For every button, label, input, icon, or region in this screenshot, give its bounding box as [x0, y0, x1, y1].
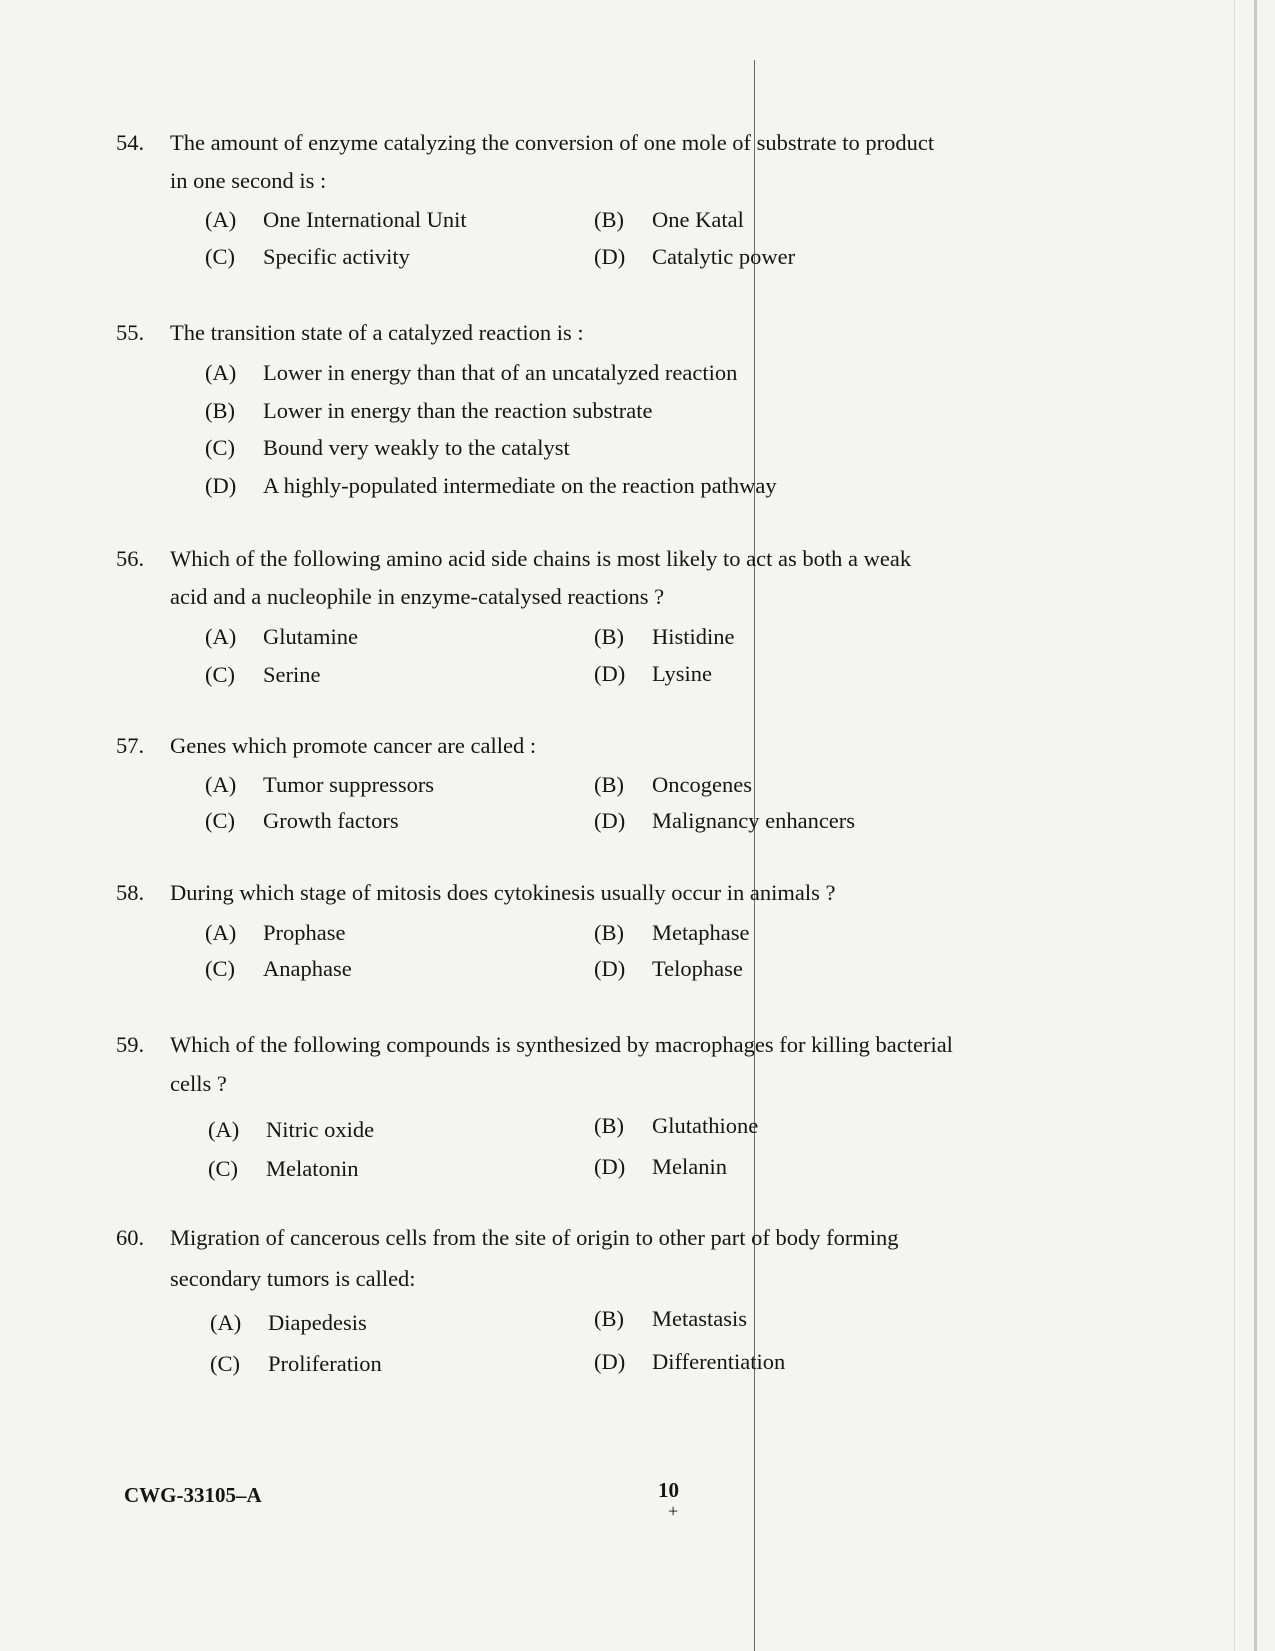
option-56-d — [594, 661, 712, 687]
option-label: (A) — [205, 920, 237, 945]
option-label: (A) — [205, 207, 237, 232]
question-text: secondary tumors is called: — [170, 1266, 416, 1291]
option-label: (D) — [205, 473, 237, 498]
question-text: Genes which promote cancer are called : — [170, 733, 537, 758]
option-label: (C) — [210, 1351, 240, 1376]
option-59-a — [208, 1117, 374, 1143]
option-text: Specific activity — [263, 244, 410, 269]
option-text: A highly-populated intermediate on the reaction pathway — [263, 473, 777, 498]
option-label: (D) — [594, 1349, 626, 1374]
option-56-a — [205, 624, 358, 650]
option-58-a — [205, 920, 346, 946]
option-57-c — [205, 808, 399, 834]
option-54-d — [594, 244, 795, 270]
option-text: Metastasis — [652, 1306, 747, 1331]
option-label: (B) — [594, 772, 624, 797]
option-text: Lower in energy than the reaction substrate — [263, 398, 653, 423]
option-56-c — [205, 662, 320, 688]
option-54-c — [205, 244, 410, 270]
option-text: Tumor suppressors — [263, 772, 435, 797]
option-label: (A) — [205, 624, 237, 649]
option-text: Catalytic power — [652, 244, 796, 269]
plus-mark: + — [668, 1501, 679, 1521]
option-text: Serine — [263, 662, 321, 687]
question-text: cells ? — [170, 1071, 227, 1096]
option-label: (D) — [594, 956, 626, 981]
question-text: Which of the following compounds is synthesized by macrophages for killing bacterial — [170, 1032, 953, 1057]
option-text: Glutamine — [263, 624, 358, 649]
question-text: During which stage of mitosis does cytokinesis usually occur in animals ? — [170, 880, 836, 905]
question-number: 54. — [116, 130, 145, 155]
option-text: One International Unit — [263, 207, 467, 232]
option-55-b — [205, 398, 652, 424]
question-text: Which of the following amino acid side chains is most likely to act as both a weak — [170, 546, 912, 571]
option-text: Oncogenes — [652, 772, 752, 797]
question-number: 60. — [116, 1225, 145, 1250]
option-label: (C) — [205, 435, 235, 460]
option-55-d — [205, 473, 777, 499]
page-fold-line — [754, 60, 755, 1651]
option-text: Bound very weakly to the catalyst — [263, 435, 570, 460]
option-label: (A) — [205, 360, 237, 385]
option-59-b — [594, 1113, 758, 1139]
option-60-a — [210, 1310, 367, 1336]
option-60-d — [594, 1349, 785, 1375]
option-label: (C) — [205, 808, 235, 833]
question-text: The transition state of a catalyzed reaction is : — [170, 320, 584, 345]
page-number: 10 — [658, 1478, 679, 1502]
option-57-a — [205, 772, 434, 798]
option-55-c — [205, 435, 570, 461]
option-label: (D) — [594, 808, 626, 833]
option-label: (D) — [594, 244, 626, 269]
option-text: Telophase — [652, 956, 743, 981]
option-58-b — [594, 920, 749, 946]
option-59-c — [208, 1156, 358, 1182]
option-text: Differentiation — [652, 1349, 786, 1374]
option-text: Lower in energy than that of an uncatalyzed reaction — [263, 360, 738, 385]
option-label: (B) — [594, 624, 624, 649]
question-number: 56. — [116, 546, 145, 571]
option-57-b — [594, 772, 752, 798]
option-58-c — [205, 956, 352, 982]
option-text: Nitric oxide — [266, 1117, 375, 1142]
option-text: Melatonin — [266, 1156, 359, 1181]
question-number: 58. — [116, 880, 145, 905]
question-text: acid and a nucleophile in enzyme-catalysed reactions ? — [170, 584, 665, 609]
option-59-d — [594, 1154, 727, 1180]
option-label: (A) — [210, 1310, 242, 1335]
option-text: Metaphase — [652, 920, 750, 945]
question-text: in one second is : — [170, 168, 327, 193]
option-text: Diapedesis — [268, 1310, 367, 1335]
option-58-d — [594, 956, 743, 982]
option-57-d — [594, 808, 855, 834]
option-60-b — [594, 1306, 747, 1332]
option-label: (D) — [594, 661, 626, 686]
option-label: (B) — [594, 1113, 624, 1138]
page-edge — [1254, 0, 1257, 1651]
option-text: One Katal — [652, 207, 744, 232]
option-60-c — [210, 1351, 382, 1377]
question-text: Migration of cancerous cells from the site of origin to other part of body forming — [170, 1225, 899, 1250]
option-label: (C) — [208, 1156, 238, 1181]
option-text: Prophase — [263, 920, 346, 945]
option-54-b — [594, 207, 744, 233]
option-label: (A) — [205, 772, 237, 797]
exam-code: CWG-33105–A — [124, 1483, 262, 1507]
option-label: (C) — [205, 244, 235, 269]
option-label: (B) — [205, 398, 235, 423]
option-text: Malignancy enhancers — [652, 808, 856, 833]
option-label: (B) — [594, 920, 624, 945]
option-text: Glutathione — [652, 1113, 759, 1138]
option-text: Growth factors — [263, 808, 399, 833]
option-text: Proliferation — [268, 1351, 382, 1376]
question-number: 55. — [116, 320, 145, 345]
option-label: (D) — [594, 1154, 626, 1179]
option-label: (C) — [205, 956, 235, 981]
question-number: 57. — [116, 733, 145, 758]
option-label: (C) — [205, 662, 235, 687]
option-54-a — [205, 207, 467, 233]
question-number: 59. — [116, 1032, 145, 1057]
option-label: (B) — [594, 1306, 624, 1331]
option-text: Melanin — [652, 1154, 727, 1179]
question-text: The amount of enzyme catalyzing the conversion of one mole of substrate to product — [170, 130, 935, 155]
option-label: (B) — [594, 207, 624, 232]
option-56-b — [594, 624, 735, 650]
option-55-a — [205, 360, 737, 386]
option-label: (A) — [208, 1117, 240, 1142]
option-text: Lysine — [652, 661, 712, 686]
option-text: Histidine — [652, 624, 735, 649]
page-edge-line — [1234, 0, 1235, 1651]
option-text: Anaphase — [263, 956, 352, 981]
